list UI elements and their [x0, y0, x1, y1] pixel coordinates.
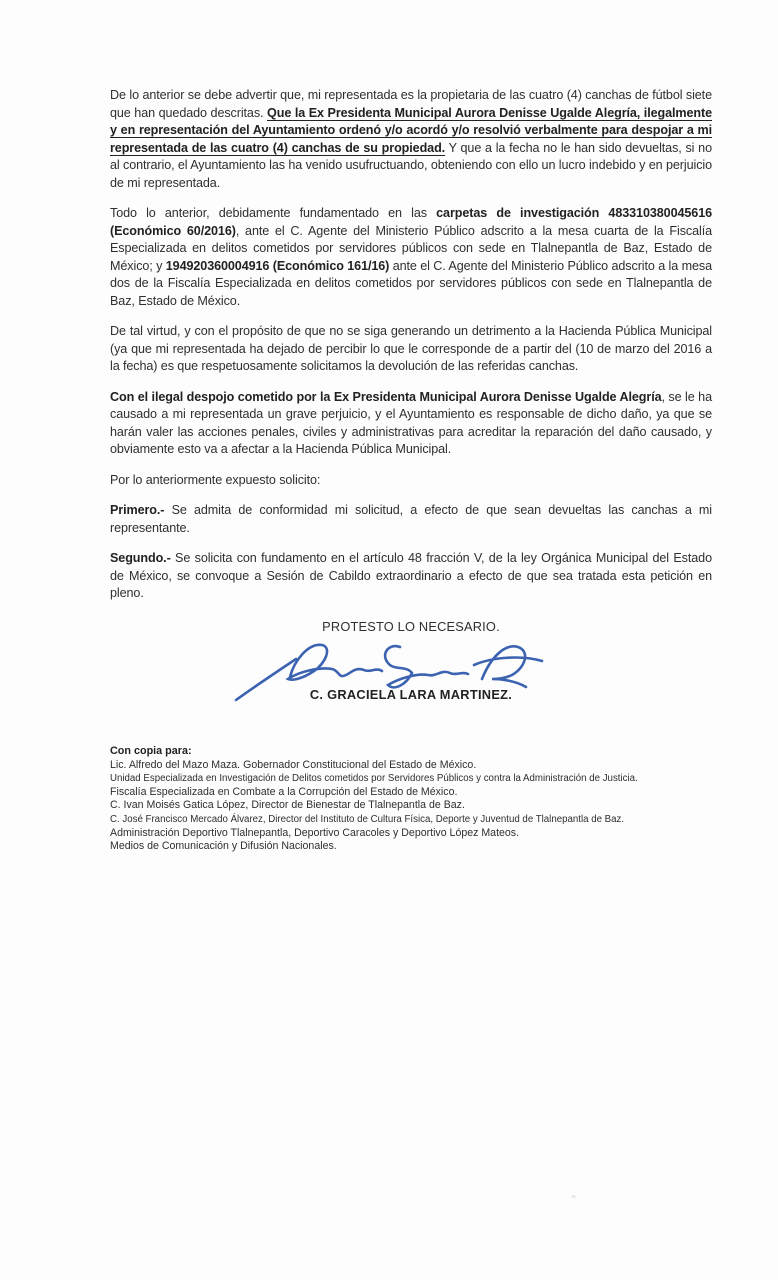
- para4-text-normal: , se le ha causado a mi representada un grave perjuicio, y el Ayuntamiento es responsable de dicho daño, ya que se harán valer las acciones penales, civiles y administrativas para acreditar la reparación del daño causado, y obviamente esto va a afectar a la Hacienda Pública Municipal.: [110, 389, 712, 456]
- petition-second-label: Segundo.-: [110, 551, 171, 565]
- para1-text-normal-2: Y que a la fecha no le han sido devueltas, si no al contrario, el Ayuntamiento las ha venido usufructuando, obteniendo con ello un lucro indebido y en perjuicio de mi representada.: [110, 140, 712, 190]
- carbon-copy-title: Con copia para:: [110, 745, 192, 757]
- para2-case-number-2: 194920360004916 (Económico 161/16): [165, 258, 390, 273]
- signature-block: [110, 637, 712, 715]
- petition-first-label: Primero.-: [110, 503, 165, 517]
- cc-recipient-sports-administration: Administración Deportivo Tlalnepantla, Deportivo Caracoles y Deportivo López Mateos.: [110, 826, 520, 839]
- handwritten-signature-image: [230, 637, 550, 705]
- para2-text-normal: Todo lo anterior, debidamente fundamentado en las: [110, 206, 437, 220]
- cc-recipient-anticorruption-office: Fiscalía Especializada en Combate a la Corrupción del Estado de México.: [110, 785, 458, 798]
- para4-text-bold: Con el ilegal despojo cometido por la Ex Presidenta Municipal Aurora Denisse Ugalde Alegría: [110, 389, 662, 404]
- paragraph-investigation-files: [110, 205, 712, 310]
- carbon-copy-block: [110, 745, 712, 854]
- cc-recipient-governor: Lic. Alfredo del Mazo Maza. Gobernador Constitucional del Estado de México.: [110, 758, 477, 771]
- paragraph-request-intro: Por lo anteriormente expuesto solicito:: [110, 472, 321, 487]
- para2-case-number-1: carpetas de investigación 483310380045616 (Económico 60/2016): [110, 206, 712, 238]
- para1-text-bold-underlined: Que la Ex Presidenta Municipal Aurora Denisse Ugalde Alegría, ilegalmente y en representación del Ayuntamiento ordenó y/o acordó y/o resolvió verbalmente para despojar a mi representada de las cuatro (4) canchas de su propiedad.: [110, 105, 712, 155]
- petition-first-text: Se admita de conformidad mi solicitud, a efecto de que sean devueltas las canchas a mi representante.: [110, 503, 712, 535]
- document-body: [110, 87, 712, 854]
- petition-second-text: Se solicita con fundamento en el artículo 48 fracción V, de la ley Orgánica Municipal del Estado de México, se convoque a Sesión de Cabildo extraordinario a efecto de que sea tratada esta petición en pleno.: [110, 551, 712, 600]
- cc-recipient-special-unit: Unidad Especializada en Investigación de Delitos cometidos por Servidores Públicos y contra la Administración de Justicia.: [110, 773, 638, 785]
- signer-name: C. GRACIELA LARA MARTINEZ.: [309, 687, 513, 702]
- cc-recipient-welfare-director: C. Ivan Moisés Gatica López, Director de Bienestar de Tlalnepantla de Baz.: [110, 799, 465, 812]
- cc-recipient-media: Medios de Comunicación y Difusión Nacionales.: [110, 840, 337, 853]
- paragraph-ownership-claim: [110, 87, 712, 192]
- petition-second: [110, 550, 712, 603]
- para2-text-normal-3: ante el C. Agente del Ministerio Público adscrito a la mesa dos de la Fiscalía Especializada en delitos cometidos por servidores públicos con sede en Tlalnepantla de Baz, Estado de México.: [110, 258, 712, 308]
- para1-text-normal: De lo anterior se debe advertir que, mi representada es la propietaria de las cuatro (4) canchas de fútbol siete que han quedado descritas.: [110, 88, 712, 120]
- scan-artifact-dot: [571, 1195, 576, 1198]
- cc-recipient-culture-sports-director: C. José Francisco Mercado Álvarez, Director del Instituto de Cultura Física, Deporte y Juventud de Tlalnepantla de Baz.: [110, 813, 625, 825]
- petition-first: [110, 502, 712, 537]
- protest-statement: PROTESTO LO NECESARIO.: [322, 618, 500, 634]
- paragraph-damage-claim: [110, 389, 712, 459]
- paragraph-request-return: De tal virtud, y con el propósito de que no se siga generando un detrimento a la Hacienda Pública Municipal (ya que mi representada ha dejado de percibir lo que le corresponde de a partir del (10 de marzo del 2016 a la fecha) es que respetuosamente solicitamos la devolución de las referidas canchas.: [110, 324, 712, 373]
- para2-text-normal-2: , ante el C. Agente del Ministerio Público adscrito a la mesa cuarta de la Fiscalía Especializada en delitos cometidos por servidores públicos con sede en Tlalnepantla de Baz, Estado de México; y: [110, 223, 712, 273]
